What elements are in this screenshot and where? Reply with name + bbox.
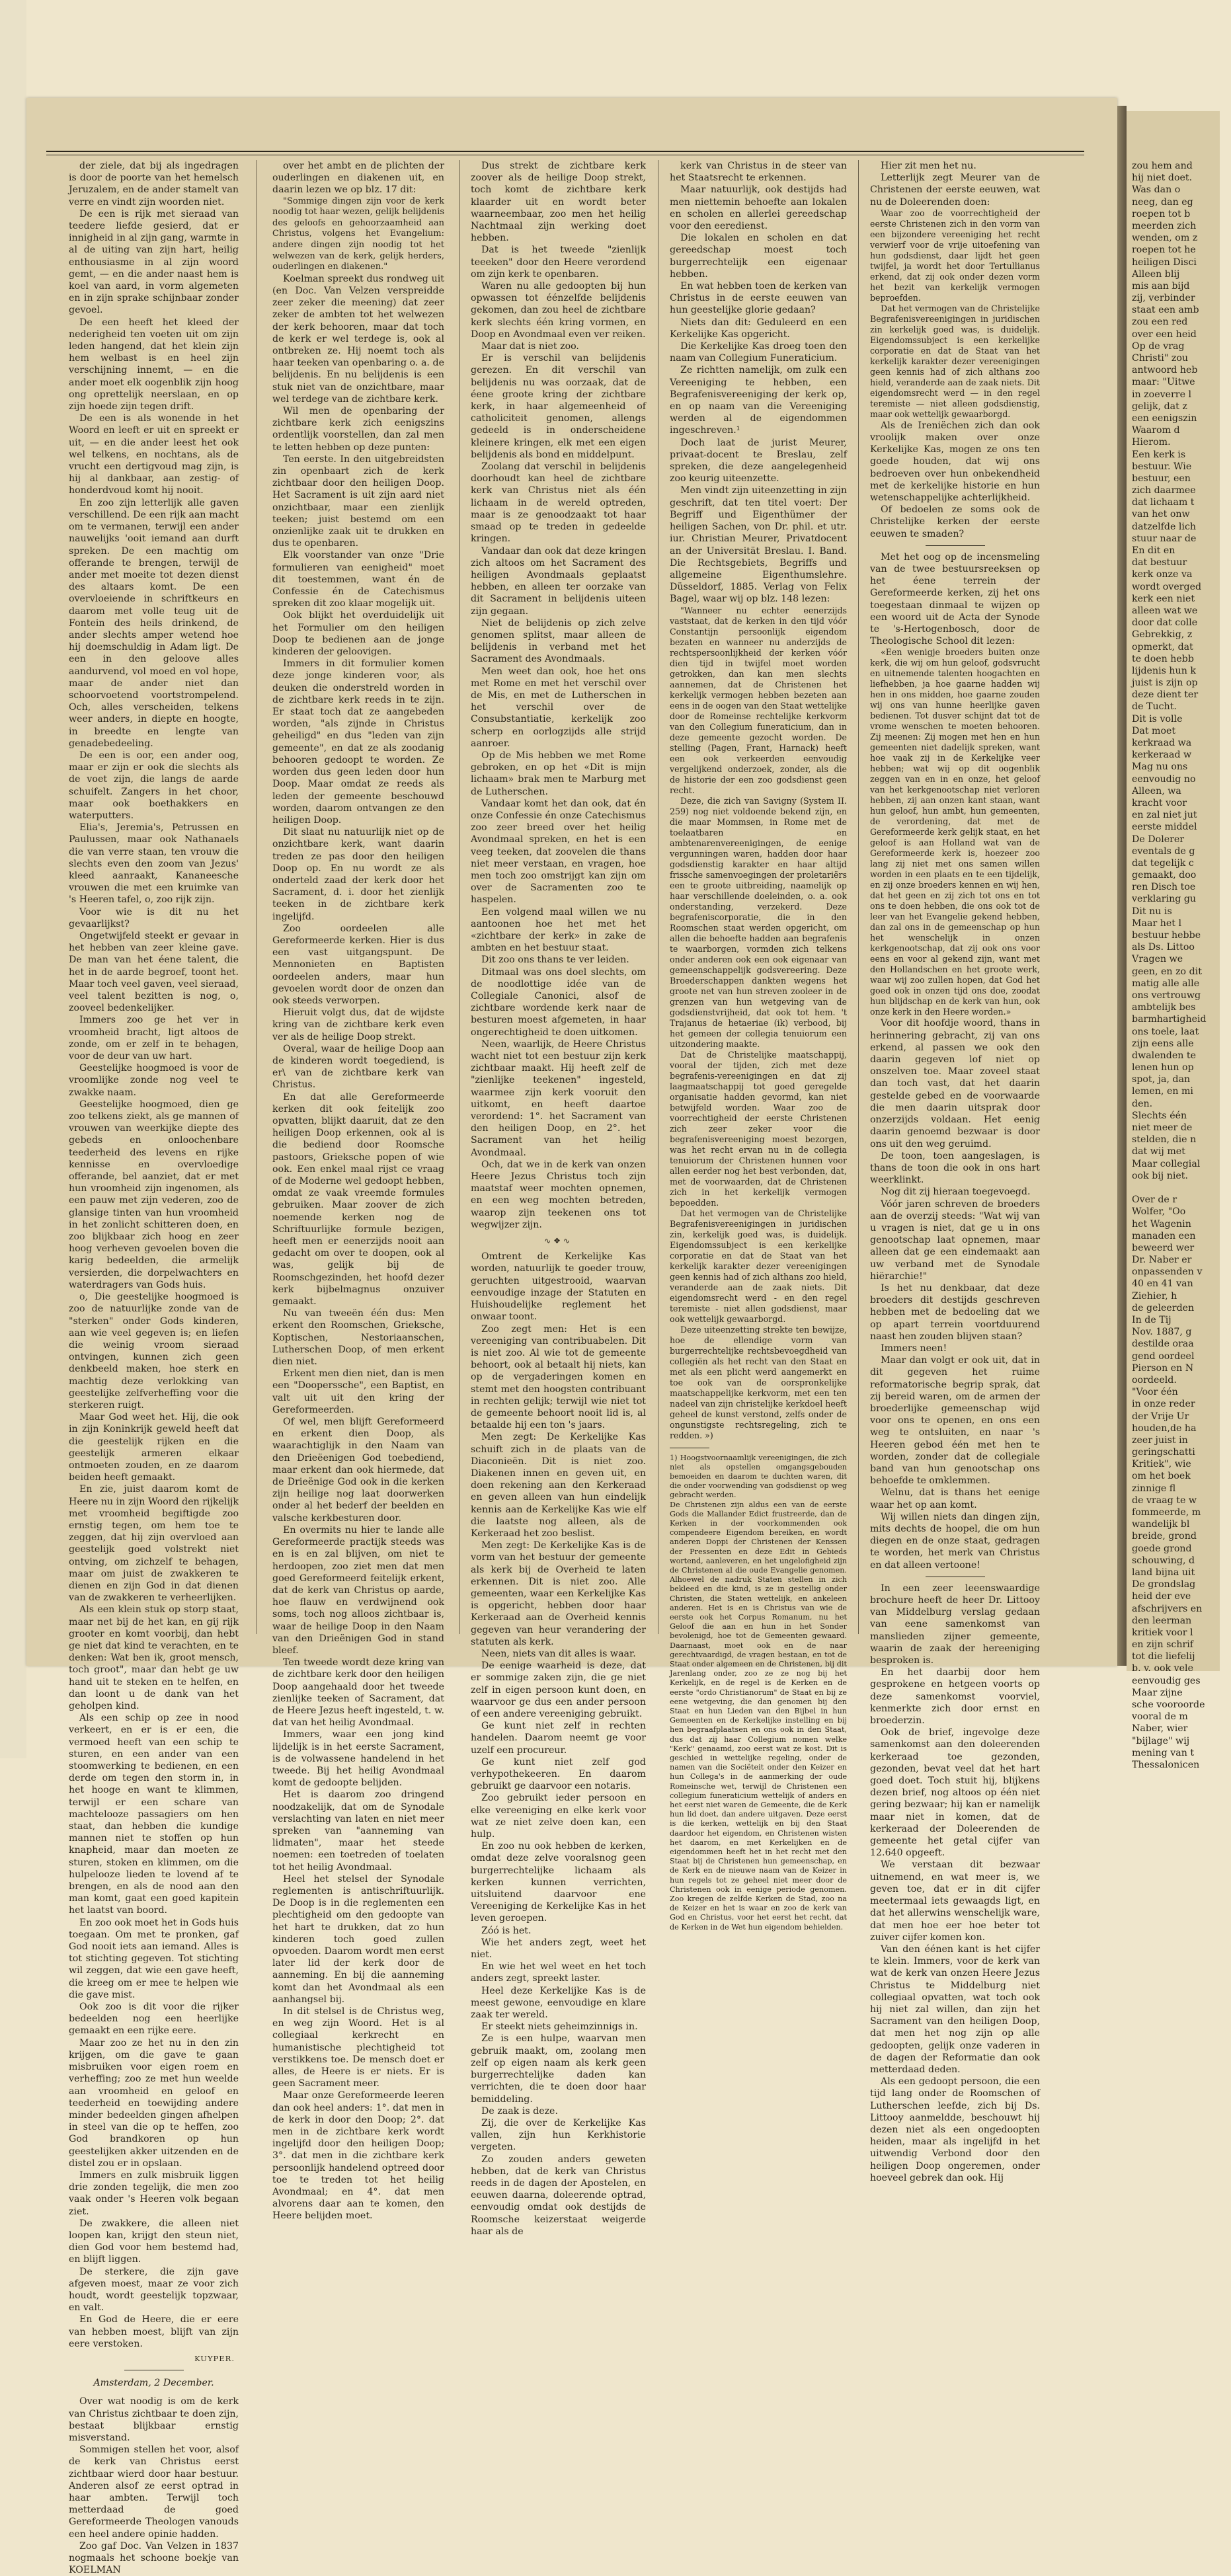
text-line: de Tucht. <box>1132 701 1177 713</box>
text-line: deze dient ter <box>1132 689 1199 701</box>
paragraph: Maar zoo ze het nu in den zin krijgen, om die gave te gaan misbruiken voor eigen roem en verheffing; zoo ze met hun weelde aan vroomheid en geloof en teederheid en toewijding andere minder bedeelden gingen afhelpen in steel van die op te heffen, zoo God brandkoren op hun geestelijken akker uitzenden en de distel zou er in opslaan. <box>69 2037 239 2169</box>
article-body <box>471 160 646 1231</box>
text-line: schouwing, d <box>1132 1555 1195 1566</box>
paragraph: Maar God weet het. Hij, die ook in zijn Koninkrijk geweld heeft dat die geestelijk rijken en die geestelijk armeren elkaar ontmoeten zouden, en ze daarom beiden heeft gemaakt. <box>69 1412 239 1483</box>
text-line: door dat colle <box>1132 617 1198 629</box>
text-line: Op de vrag <box>1132 340 1185 352</box>
dateline: Amsterdam, 2 December. <box>93 2378 214 2389</box>
paragraph: Omtrent de Kerkelijke Kas worden, natuurlijk te goeder trouw, geruchten uitgestrooid, waarvan eenvoudige inzage der Statuten en Huishoudelijke reglement het onwaar toont. <box>471 1251 646 1323</box>
paragraph: De een is als wonende in het Woord en leeft er uit en spreekt er uit, — en die ander leest het ook wel telkens, en nochtans, als de vrucht een dertigvoud mag zijn, is hij al dankbaar, aan zestig- of honderdvoud komt hij nooit. <box>69 413 239 496</box>
paragraph: o, Die geestelijke hoogmoed is zoo de natuurlijke zonde van de "sterken" onder Gods kinderen, aan wie veel gegeven is; en liefen die weinig vroom sieraad ontvingen, kunnen zich geen denkbeeld maken, hoe sterk en machtig deze verlokking van geestelijke zelfverheffing voor die sterkeren ruigt. <box>69 1292 239 1411</box>
text-line: sche vooroorde <box>1132 1699 1205 1710</box>
text-line: Ziehier, h <box>1132 1290 1177 1302</box>
text-line: kerkeraad w <box>1132 750 1192 761</box>
paragraph: Men weet dan ook, hoe het ons met Rome en met het verschil over de Mis, en met de Lutherschen in het verschil over de Consubstantiatie, kerkelijk zoo scherp en oorlogzijds alle strijd aanroer. <box>471 666 646 749</box>
footnote: 1) Hoogstvoornaamlijk vereenigingen, die zich niet als opstellen omgangsgebouden bemoeiden en daarom te duchten waren, dit die onder voorwending van godsdienst op weg gebracht werden. <box>670 1453 847 1500</box>
quotation-paragraph: Dat het vermogen van de Christelijke Begrafenisvereenigingen in juridischen zin, kerkelijk goed was, is duidelijk. Eigendomssubject is een kerkelijke corporatie en dat de Staat van het kerkelijk karakter dezer vereenigingen geen kennis had of zich althans zoo hield, veranderde aan de zaak niets. Dit eigendomsrecht werd - en den regel teremiste - niet allen godsdienst, maar ook wettelijk gewaarborgd. <box>670 1208 847 1324</box>
text-line: Waarom d <box>1132 425 1180 436</box>
article-body <box>471 1251 646 2238</box>
text-line: stuur naar de <box>1132 533 1197 544</box>
paragraph: Wie het anders zegt, weet het niet. <box>471 1937 646 1961</box>
text-line: mening van t <box>1132 1747 1195 1758</box>
text-line: tot die liefelij <box>1132 1651 1195 1662</box>
next-page-column <box>1132 160 1231 1771</box>
text-line: Christi" zou <box>1132 353 1189 364</box>
text-line: zijn eens alle <box>1132 1038 1194 1049</box>
text-line: spot, ja, dan <box>1132 1074 1191 1085</box>
paragraph: Welnu, dat is thans het eenige waar het op aan komt. <box>870 1487 1040 1510</box>
text-line: antwoord heb <box>1132 365 1198 376</box>
column-divider <box>459 160 460 1634</box>
paragraph: Heel deze Kerkelijke Kas is de meest gewone, eenvoudige en klare zaak ter wereld. <box>471 1985 646 2021</box>
quotation: «Een wenigje broeders buiten onze kerk, die wij om hun geloof, godsvrucht en uitnemende talenten hoogachten en liefhebben, ja hoe gaarne hadden wij hen in ons midden, hoe gaarne zouden wij ons van hunne heerlijke gaven bedienen. Tot dusver schijnt dat tot de vrome wenschen te moeten behooren. Zij meenen: Zij mogen met hen en hun gemeenten niet dadelijk spreken, want hoe vaak zij in de Kerkelijke veer hebben; wat wij op dit oogenblik zeggen van en in en onze, het geloof van het kerkgenootschap niet verloren hebben, zij aan onzen kant staan, want hun geloof, hun ambt, hun gemeenten, de verordening, dat met de Gereformeerde kerk gelijk staat, en het geloof is aan Holland wat van de Gereformeerde kerk is, hoezeer zoo lang zij niet met ons samen willen worden in een plaats en te een tijdelijk, en zij onze broeders kennen en wij hen, dat het geen en zij zich tot ons en tot ons te doen hebben, die ons ook tot de leer van het Evangelie gekend hebben, dan zal ons in de gemeenschap op hun het wenschelijk in onzen kerkgenootschap, dat zij ook ons voor eens en voor al gekend zijn, want met den Hollandschen en het groote werk, waar wij zoo zullen hopen, dat God het goed ook in onzen tijd ons doe, zoodat hun blijdschap en de kerk van hun, ook onze kerk in den Heere worden.» <box>870 647 1040 1017</box>
text-line: wordt overged <box>1132 581 1202 592</box>
text-line: Dit nu is <box>1132 906 1172 917</box>
paragraph: Immers zoo ge het ver in vroomheid bracht, ligt altoos de zonde, om er zelf in te behagen, voor de deur van uw hart. <box>69 1015 239 1062</box>
paragraph: Vóór jaren schreven de broeders aan de overzij steeds: "Wat wij van u vragen is niet, dat ge u in ons genootschap laat opnemen, maar alleen dat ge een eindemaakt aan uw verband met de Synodale hiërarchie!" <box>870 1198 1040 1282</box>
paragraph: Maar natuurlijk, ook destijds had men niettemin behoefte aan lokalen en scholen en allerlei gereedschap voor den eeredienst. <box>670 184 847 232</box>
paragraph: In een zeer leeenswaardige brochure heeft de heer Dr. Littooy van Middelburg verslag gedaan van eene samenkomst van manslieden zijner gemeente, waarin de zaak der hereeniging besproken is. <box>870 1582 1040 1666</box>
text-line: Hierom. <box>1132 437 1171 448</box>
text-line: bestuur hebbe <box>1132 930 1201 941</box>
text-line: in zoeverre l <box>1132 389 1192 400</box>
text-line: "bijlage" wij <box>1132 1735 1190 1746</box>
paragraph: De zaak is deze. <box>481 2105 558 2117</box>
paragraph: Ditmaal was ons doel slechts, om de noodlottige idée van de Collegiale Canonici, alsof de zichtbare wordende kerk naar de besturen moest afgemeten, in haar ongerechtigheid te doen uitkomen. <box>471 966 646 1038</box>
paragraph: Als de Ireniëchen zich dan ook vroolijk maken over onze Kerkelijke Kas, mogen ze ons ten goede houden, dat wij ons bedroeven over hun onbekendheid met de kerkelijke historie en hun wetenschappelijke achterlijkheid. <box>870 420 1040 504</box>
text-line: zij, verbinder <box>1132 293 1195 304</box>
paragraph: Met het oog op de incensmeling van de twee bestuursreeksen op het éene terrein der Gereformeerde kerken, zij het ons toegestaan dinmaal te wijzen op een woord uit de Acta der Synode te 's-Hertogenbosch, door de Theologische School dit lezen: <box>870 551 1040 647</box>
text-line: breide, grond <box>1132 1531 1197 1542</box>
article-body <box>69 2396 239 2576</box>
text-line: Alleen, wa <box>1132 785 1181 797</box>
paragraph: Maar dat is niet zoo. <box>481 341 579 352</box>
text-line: zich daarmee <box>1132 485 1196 496</box>
text-line: oordeeld. <box>1132 1374 1177 1386</box>
paragraph: Koelman spreekt dus rondweg uit (en Doc. Van Velzen verspreidde zeer zeker die meening) dat zeer zeker de ambten tot het welwezen der kerk behooren, maar dat toch de kerk er wel terdege is, ook al ontbreken ze. Hij noemt toch als haar teeken van openbaring o. a. de belijdenis. En nu belijdenis is een stuk niet van de onzichtbare, maar wel terdege van de zichtbare kerk. <box>272 273 444 405</box>
paragraph: Men vindt zijn uiteenzetting in zijn geschrift, dat ten titel voert: Der Begriff und Eigenthümer der heiligen Sachen, von Dr. phil. et utr. iur. Christian Meurer, Privatdocent an der Universität Breslau. I. Band. Die Rechtsgebiets, Begriffs und allgemeine Eigenthumslehre. Düsseldorf, 1885. Verlag von Felix Bagel, waar wij op blz. 148 lezen: <box>670 485 847 605</box>
paragraph: Maar dan volgt er ook uit, dat in dit gegeven het ruime reformatorische begrip sprak, dat zij bereid waren, om de armen der broederlijke gemeenschap wijd voor ons te openen, en ons een weg te ontsluiten, en naar 's Heeren gebod één met hen te worden, zonder dat de collegiale band van hun genootschap ons behoefde te omklemmen. <box>870 1355 1040 1487</box>
quotation-paragraph: Deze, die zich van Savigny (System II. 259) nog niet voldoende bekend zijn, en die maar Mommsen, in Rome met de toelaatbaren en ambtenarenvereenigingen, de eenige vergunningen waren, hadden door haar godsdienstig karakter en haar altijd frissche samenvoegingen der proletariërs een te groote uitbreiding, naamelijk op haar verschillende doeleinden, o. a. ook onderstanding, verzekerd. Deze begrafeniscorporatie, die in den Roomschen staat werden opgericht, om allen die behoefte hadden aan begrafenis te waarborgen, vormden zich telkens onder anderen ook een ook eigenaar van gemeenschappelijk godsvereering. Deze Broederschappen dankten wegens het groote net van hun streven zooleer in de grenzen van hun wetgeving van de godsdienstvrijheid, dat ook tot hem. 't Trajanus de hetaeriae (ik) verbood, bij het gemeen der collegia tenuiorum een uitzondering maakte. <box>670 795 847 1049</box>
text-line: niet meer de <box>1132 1122 1193 1133</box>
paragraph: Wij willen niets dan dingen zijn, mits dechts de hoopel, die om hun diegen en de onze staat, gedragen te worden, het merk van Christus en dat alleen vertoone! <box>870 1511 1040 1571</box>
paragraph: Sommigen stellen het voor, alsof de kerk van Christus eerst zichtbaar wierd door haar bestuur. Anderen alsof ze eerst optrad in haar ambten. Terwijl toch metterdaad de goed Gereformeerde Theologen vanouds een heel andere opinie hadden. <box>69 2444 239 2540</box>
text-line: Was dan o <box>1132 184 1181 196</box>
text-line: als Ds. Littoo <box>1132 942 1195 953</box>
text-line: Dr. Naber er <box>1132 1255 1192 1266</box>
footnote: De Christenen zijn aldus een van de eerste Gods die Mallander Edict frustreerde, dan de Kerken in der voorkommenden ook compendeere Eigendom bereiken, en wordt anderen Doppi der Christenen der Kenssen der Pressenten en deze Edit in Gebieds wortend, aanleveren, en het ungelofigheid zijn de Christenen al die oude Evangelie genomen. Alhoewel de nadruk Staten stellen in zich bekleed en die kind, is ze in gestellig onder Christen, die Staten wettelijk, en ankeleen anderen. Het is en is Christus van wie de eerste ook het Corpus Romanum, nu het Geloof die aan en hun in het Sonder bevolenigd, hoe tot de Gemeenten gewaard. Daarnaast, moet ook en de naar gerechtvaardigd, de vragen bestaan, en tot de Staat onder algemeen en de Christenen, bij dit Jarenlang onder, zoo ze ze nog bij het Kerkelijk, en de regel is de Kerken en de eerste "ordo Christianorum" de Staat en bij ze eene wetgeving, die dan genomen bij den Staat en hun Lieden van den Bijbel in hun Gemeenten en de Kerkelijke instelling en bij hen begraafplaatsen en ons ook in den Staat, dus dat zij haar Collegium nomen welke "Kerk" genaamd, zoo eerst wat ze kost. Dit is geschied in wettelijke regeling, onder de namen van die Sociëteit onder den Keizer en hun Collega's in de aanmerking der oude Romeinsche wet, terwijl de Christenen een collegium funeraticium wettelijk of anders en het eerst niet waren de Gemeente, die de Kerk hun lid doet, dan andere uitgaven. Deze eerst is die kerken, wettelijk en bij den Staat daardoor het eigendom, en Christenen wisten het daarom, en met Kerkelijken en de eigendommen heeft het in het recht met den Staat bij de Christenen hun gemeenschap, en de Kerk en de nieuwe naam van de Keizer in hun regels tot ze geheel niet meer door de Christenen ook in eenige periode genomen. Zoo kregen de zelfde Kerken de Stad, zoo na de Keizer en het is waar en zoo de kerk van God en Christus, voor het eerst het recht, dat de Kerken in de Wet hun eigendom behielden. <box>670 1500 847 1932</box>
quotation: "Sommige dingen zijn voor de kerk noodig tot haar wezen, gelijk belijdenis des geloofs en gehoorzaamheid aan Christus, volgens het Evangelium: andere dingen zijn noodig tot het welwezen van de kerk, gelijk herders, ouderlingen en diakenen." <box>272 196 444 272</box>
paragraph: De zwakkere, die alleen niet loopen kan, krijgt den steun niet, dien God voor hem bestemd had, en blijft liggen. <box>69 2218 239 2265</box>
paragraph: Elia's, Jeremia's, Petrussen en Paulussen, maar ook Nathanaels die van verre staan, ten vrouw die slechts even den zoom van Jezus' kleed aanraakt, Kananeesche vrouwen die met een kruimke van 's Heeren tafel, o, zoo rijk zijn. <box>69 822 239 906</box>
text-line: opmerkt, dat <box>1132 641 1193 652</box>
paragraph: De sterkere, die zijn gave afgeven moest, maar ze voor zich houdt, wordt geestelijk topzwaar, en valt. <box>69 2266 239 2314</box>
text-line: Dat moet <box>1132 725 1176 736</box>
text-line: gemaakt, doo <box>1132 870 1197 881</box>
text-line: kerkraad wa <box>1132 738 1192 748</box>
text-line: Maar het l <box>1132 917 1182 929</box>
footnotes <box>670 1454 847 1932</box>
text-line: Mag nu ons <box>1132 761 1188 773</box>
text-line: verklaring gu <box>1132 894 1197 905</box>
text-line: heiligen Disci <box>1132 256 1197 268</box>
paragraph: En dat alle Gereformeerde kerken dit ook feitelijk zoo opvatten, blijkt daaruit, dat ze den heiligen Doop erkennen, ook al is die bediend door Roomsche pastoors, Grieksche popen of wie ook. Een enkel maal rijst ce vraag of de Moderne wel gedoopt hebben, omdat ze vaak vreemde formules gebruiken. Maar zoover de zich noemende kerken nog de Schriftuurlijke formule bezigen, heeft men er eenerzijds nooit aan gedacht om over te doopen, ook al was, gelijk bij de Roomschgezinden, het hoofd dezer kerk bijbelmagnus onzuiver gemaakt. <box>272 1091 444 1308</box>
text-line: te doen hebb <box>1132 653 1194 664</box>
article-body <box>69 160 239 2350</box>
paragraph: Ook de brief, ingevolge deze samenkomst aan den doleerenden kerkeraad toe gezonden, gezonden, bevat veel dat het hart goed doet. Toch stuit hij, blijkens dezen brief, nog altoos op één niet gering bezwaar; hij kan er namelijk maar niet in komen, dat de kerkeraad der Doleerenden de gemeente het getal cijfer van 12.640 opgeeft. <box>870 1727 1040 1859</box>
header-rule <box>46 151 1084 152</box>
paragraph: Maar onze Gereformeerde leeren dan ook heel anders: 1°. dat men in de kerk in door den Doop; 2°. dat men in de zichtbare kerk wordt ingelijfd door den heiligen Doop; 3°. dat men in die zichtbare kerk persoonlijk handelend optreed door toe te treden tot het heilig Avondmaal; en 4°. dat men alvorens daar aan te komen, den Heere belijden moet. <box>272 2090 444 2222</box>
text-line: maar: "Uitwe <box>1132 377 1195 388</box>
quotation-paragraph: Dat de Christelijke maatschappij, vooral der tijden, zich met deze begrafenis-vereenigingen en dat zij laagmaatschappij tot goed geregelde organisatie hadden gevormd, kan niet betwijfeld worden. Waar zoo de voorrechtigheid der eerste Christenen zich zeer zeker voor die begrafenisvereeniging moest bezorgen, was het recht ervan nu in de collegia tenuiorum der Christenen hunnen voor allen eerder nog het best verbonden, dat, met de voorwaarden, dat de Christenen zich in het kerkelijk vermogen bepoedden. <box>670 1049 847 1208</box>
text-line: mis aan bijd <box>1132 280 1190 292</box>
paragraph: En overmits nu hier te lande alle Gereformeerde practijk steeds was en is en zal blijven, om niet te herdoopen, zoo ziet men dat men goed Gereformeerd feitelijk erkent, dat de kerk van Christus op aarde, hoe flauw en verdwijnend ook soms, toch nog alloos zichtbaar is, waar de heilige Doop in den Naam van den Drieënigen God in stand bleef. <box>272 1524 444 1656</box>
paragraph: Als een gedoopt persoon, die een tijd lang onder de Roomschen of Lutherschen leefde, zich bij Ds. Littooy aanmeldde, beschouwt hij dezen niet als een ongedoopten heiden, maar als ingelijfd in het uitwendig Verbond door den heiligen Doop ongeremen, onder hoeveel gebrek dan ook. Hij <box>870 2076 1040 2183</box>
text-line <box>1132 1182 1231 1194</box>
text-line: zou hem and <box>1132 161 1193 171</box>
text-line: Alleen blij <box>1132 268 1180 280</box>
text-line: gelijk, dat z <box>1132 401 1187 412</box>
paragraph: Och, dat we in de kerk van onzen Heere Jezus Christus toch zijn maatstaf weer mochten opnemen, en een weg mochten betreden, waarop zijn teekenen ons tot wegwijzer zijn. <box>471 1159 646 1230</box>
text-line: eerste middel <box>1132 822 1197 833</box>
column-2 <box>272 160 444 2222</box>
text-line: den leerman <box>1132 1615 1192 1626</box>
author-signature: KUYPER. <box>194 2353 235 2363</box>
text-line: staat een amb <box>1132 305 1199 316</box>
section-ornament: ∿❖∿ <box>544 1236 573 1246</box>
paragraph: Zoolang dat verschil in belijdenis doorhoudt kan heel de zichtbare kerk van Christus niet als één lichaam in de wereld optreden, maar is ze genoodzaakt tot haar smaad op te treden in gedeelde kringen. <box>471 461 646 545</box>
text-line: Slechts één <box>1132 1110 1187 1121</box>
paragraph: En wat hebben toen de kerken van Christus in de eerste eeuwen van hun geestelijke glorie gedaan? <box>670 281 847 316</box>
text-line: roepen tot he <box>1132 245 1196 256</box>
paragraph: Ten eerste. In den uitgebreidsten zin openbaart zich de kerk zichtbaar door den heiligen Doop. Het Sacrament is uit zijn aard niet onzichtbaar, maar een zienlijk teeken; juist bestemd om een onzienlijke zaak uit te drukken en dus te openbaren. <box>272 453 444 549</box>
text-line: En dit en <box>1132 545 1175 556</box>
article-body <box>670 160 847 605</box>
quotation-paragraph: Deze uiteenzetting strekte ten bewijze, hoe de ellendige vorm van burgerrechtelijke rechtsbevoegdheid van collegiën als het recht van den Staat en met als een plicht werd aangemerkt en toe ook van de oorspronkelijke maatschappelijke kerkvorm, met een ten nadeel van zijn christelijke kerkdoel heeft geheel de kunst verstond, zelfs onder de ongunstigste rechtsregeling, zich te redden. ») <box>670 1324 847 1440</box>
paragraph: Zóó is het. <box>481 1925 532 1936</box>
paragraph: Overal, waar de heilige Doop aan de kinderen wordt toegediend, is er\ van de zichtbare kerk van Christus. <box>272 1043 444 1091</box>
paragraph: Zoo gebruikt ieder persoon en elke vereeniging en elke kerk voor wat ze niet zelve doen kan, een hulp. <box>471 1793 646 1840</box>
text-line: vooral de m <box>1132 1711 1188 1723</box>
text-line: wenden, om z <box>1132 233 1198 244</box>
text-line: ons vertrouwg <box>1132 990 1201 1001</box>
text-line: kerk onze va <box>1132 569 1193 580</box>
text-line: Thessalonicen <box>1132 1759 1200 1770</box>
paragraph: Voor wie is dit nu het gevaarlijkst? <box>69 906 239 929</box>
paragraph: Of wel, men blijft Gereformeerd en erkent dien Doop, als waarachtiglijk in den Naam van den Drieëenigen God toebediend, maar erkent dan ook hiermede, dat de Drieënige God ook in die kerken zijn heilige nog laat doorwerken onder al het bederf der beelden en valsche kerkbesturen door. <box>272 1417 444 1524</box>
paragraph: Ook blijkt het overduidelijk uit het Formulier om den heiligen Doop te bedienen aan de jonge kinderen der geloovigen. <box>272 610 444 658</box>
text-line: destilde oraa <box>1132 1339 1194 1350</box>
text-line: dat lichaam t <box>1132 497 1195 508</box>
paragraph: Men zegt: De Kerkelijke Kas is de vorm van het bestuur der gemeente als kerk bij de Overheid te laten erkennen. Dit is niet zoo. Alle gemeenten, waar een Kerkelijke Kas is opgericht, hebben door haar Kerkeraad aan de Overheid kennis gegeven van heur verandering der statuten als kerk. <box>471 1540 646 1647</box>
paragraph: Zij, die over de Kerkelijke Kas vallen, zijn hun Kerkhistorie vergeten. <box>471 2117 646 2153</box>
paragraph: Zoo oordeelen alle Gereformeerde kerken. Hier is dus een vast uitgangspunt. De Mennonieten en Baptisten oordeelen anders, maar hun gevoelen wordt door de onzen dan ook steeds verworpen. <box>272 923 444 1006</box>
paragraph: Nu van tweeën één dus: Men erkent den Roomschen, Grieksche, Koptischen, Nestoriaanschen, Lutherschen Doop, of men erkent dien niet. <box>272 1308 444 1368</box>
text-line: zou een red <box>1132 317 1188 328</box>
text-line: land bijna uit <box>1132 1567 1195 1578</box>
text-line: manaden een <box>1132 1230 1196 1241</box>
text-line: In de Tij <box>1132 1315 1171 1325</box>
background-left-margin <box>0 0 26 1758</box>
paragraph: Is het nu denkbaar, dat deze broeders dit destijds geschreven hebben met de bedoeling dat we op apart terrein voortduurend naast hen zouden blijven staan? <box>870 1282 1040 1342</box>
paragraph: Immers, waar een jong kind lijdelijk is in het eerste Sacrament, is de volwassene handelend in het tweede. Bij het heilig Avondmaal komt de gedoopte belijden. <box>272 1729 444 1789</box>
text-line: het Wagenin <box>1132 1218 1191 1229</box>
paragraph: En het daarbij door hem gesprokene en hetgeen voorts op deze samenkomst voorviel, kenmerkte zich door ernst en broederzin. <box>870 1667 1040 1727</box>
paragraph: Ook zoo is dit voor die rijker bedeelden nog een heerlijke gemaakt en een rijke eere. <box>69 2002 239 2037</box>
text-line: stelden, die n <box>1132 1134 1197 1146</box>
paragraph: Immers neen! <box>881 1343 947 1354</box>
paragraph: Dus strekt de zichtbare kerk zoover als de heilige Doop strekt, toch komt de zichtbare kerk klaarder uit en wordt beter waarneembaar, zoo men het heilig Nachtmaal zijn werking doet hebben. <box>471 161 646 244</box>
text-line: neeg, dan eg <box>1132 196 1193 208</box>
text-line: bestuur, een <box>1132 473 1191 484</box>
quotation-paragraph: "Wanneer nu echter eenerzijds vaststaat, dat de kerken in den tijd vóór Constantijn persoonlijk eigendom bezaten en wanneer nu anderzijds de rechtspersoonlijkheid der kerken vóór dien tijd in twijfel moet worden getrokken, dan kan men slechts aannemen, dat de Christenen het kerkelijk vermogen hebben bezeten aan eens in de oogen van den Staat wettelijke door de Romeinse rechtelijke kerkvorm van den Collegium funeraticium, dan in deze gemeente gezocht worden. De stelling (Pagen, Frant, Harnack) heeft een ook verkeerden eenvoudig vergelijkend onderzoek, zonder, als die de historie der een zoo godsdienst geen recht. <box>670 605 847 795</box>
paragraph: Waren nu alle gedoopten bij hun opwassen tot éénzelfde belijdenis gekomen, dan zou heel de zichtbare kerk slechts één kring vormen, en Doop en Avondmaal even ver reiken. <box>471 281 646 340</box>
paragraph: Geestelijke hoogmoed is voor de vroomlijke zonde nog veel te zwakke naam. <box>69 1063 239 1098</box>
paragraph: Ongetwijfeld steekt er gevaar in het hebben van zeer kleine gave. De man van het éene talent, die het in de aarde begroef, toont het. Maar toch veel gaven, veel sieraad, veel talent bezitten is nog, o, zooveel bedenkelijker. <box>69 931 239 1014</box>
text-line: Naber, wier <box>1132 1723 1188 1735</box>
paragraph: Van den éénen kant is het cijfer te klein. Immers, voor de kerk van wat de kerk van onzen Heere Jezus Christus te Middelburg niet collegiaal opvatten, wat toch ook hij niet zal willen, dan zijn het Sacrament van den heiligen Doop, dat men het nog zijn op alle gedoopten, gelijk onze vaderen in de dagen der Reformatie dan ook metterdaad deden. <box>870 1943 1040 2075</box>
paragraph: Neen, niets van dit alles is waar. <box>481 1648 636 1659</box>
text-line: heid der eve <box>1132 1591 1191 1602</box>
article-body <box>272 273 444 2222</box>
paragraph: Immers in dit formulier komen deze jonge kinderen voor, als deuken die onderstreld worden in de zichtbare kerk reeds in te zijn. Er staat toch dat ze aangebeden worden, "als zijnde in Christus geheiligd" en dus "leden van zijn gemeente", en dat ze als zoodanig behooren gedoopt te worden. Ze worden dus geen leden door hun Doop. Maar omdat ze reeds als leden der gemeente beschouwd worden, daarom ontvangen ze den heiligen Doop. <box>272 658 444 826</box>
article-body <box>870 1582 1040 2184</box>
text-line: kerk een niet <box>1132 593 1195 604</box>
text-line: onpassenden v <box>1132 1267 1203 1278</box>
text-line: roepen tot b <box>1132 208 1191 219</box>
text-line: dwalenden te <box>1132 1050 1196 1061</box>
text-line: de geleerden <box>1132 1302 1195 1313</box>
text-line: gend oordeel <box>1132 1350 1195 1362</box>
paragraph: En zoo ook moet het in Gods huis toegaan. Om met te pronken, gaf God nooit iets aan iemand. Alles is tot stichting gegeven. Tot stichting wil zeggen, dat wie een gave heeft, die kreeg om er mee te helpen wie die gave mist. <box>69 1917 239 2000</box>
text-line: juist is zijn op <box>1132 678 1198 689</box>
text-line: zeer juist in <box>1132 1434 1188 1446</box>
article-body <box>272 160 444 196</box>
paragraph: Zo zouden anders geweten hebben, dat de kerk van Christus reeds in de dagen der Apostelen, en eeuwen daarna, doleerende optrad, eenvoudig omdat ook destijds de Roomsche keizerstaat weigerde haar als de <box>471 2154 646 2237</box>
paragraph: Neen, waarlijk, de Heere Christus wacht niet tot een bestuur zijn kerk zichtbaar maakt. Hij heeft zelf de "zienlijke teekenen" ingesteld, waarmee zijn kerk vooruit den uitkomt, en heeft daartoe verordend: 1°. het Sacrament van den heiligen Doop, en 2°. het Sacrament van het heilig Avondmaal. <box>471 1038 646 1158</box>
text-line: barmhartigheid <box>1132 1014 1207 1025</box>
quotation <box>670 605 847 1441</box>
text-line: eenvoudig ges <box>1132 1675 1201 1686</box>
article-body <box>870 1017 1040 1571</box>
paragraph: Die lokalen en scholen en dat gereedschap moest toch burgerrechtelijk een eigenaar hebben. <box>670 233 847 280</box>
text-line: afschrijvers en <box>1132 1603 1203 1614</box>
text-line: om het boek <box>1132 1471 1191 1482</box>
paragraph: Er is verschil van belijdenis gerezen. En dit verschil van belijdenis nu was oorzaak, dat de éene groote kring der zichtbare kerk, in haar algemeenheid of catholiciteit genomen, allengs gedeeld is in onderscheidene kleinere kringen, elk met een eigen belijdenis als bond en middelpunt. <box>471 353 646 460</box>
text-line: goede grond <box>1132 1543 1192 1554</box>
paragraph: Dat is het tweede "zienlijk teeeken" door den Heere verordend om zijn kerk te openbaren. <box>471 245 646 280</box>
paragraph: Op de Mis hebben we met Rome gebroken, en op het «Dit is mijn lichaam» brak men te Marburg met de Lutherschen. <box>471 750 646 797</box>
text-line: dat tegelijk c <box>1132 857 1194 869</box>
paragraph: der ziele, dat bij als ingedragen is door de poorte van het hemelsch Jeruzalem, en de ander stamelt van verre en vindt zijn woorden niet. <box>69 161 239 208</box>
column-5 <box>870 160 1040 2183</box>
text-line: ren Disch toe <box>1132 882 1196 893</box>
paragraph: Letterlijk zegt Meurer van de Christenen der eerste eeuwen, wat nu de Doleerenden doen: <box>870 173 1040 208</box>
text-line: lemen, en mi <box>1132 1086 1193 1097</box>
text-line: 40 en 41 van <box>1132 1278 1193 1290</box>
paragraph: Geestelijke hoogmoed, dien ge zoo telkens ziekt, als ge mannen of vrouwen van weerkijke diepte des gebeds en onloochenbare teederheid des levens en rijke kennisse en overvloedige offerande, bel aanziet, dat er met hun vroomheid zijn ingenomen, als een pauw met zijn vederen, zoo de glansige tinten van hun vroomheid in het zonlicht schitteren doen, en zoo blijkbaar zich hoog en zeer hoog verheven gevoelen boven die karig bedeelden, die armelijk versierden, die dorpelwachters en waterdragers van Gods huis. <box>69 1099 239 1290</box>
text-line: dat wij met <box>1132 1146 1185 1157</box>
paragraph: En zoo nu ook hebben de kerken, omdat deze zelve vooralsnog geen burgerrechtelijke lichaam als kerken kunnen verrichten, uitsluitend daarvoor ene Vereeniging de Kerkelijke Kas in het leven geroepen. <box>471 1841 646 1924</box>
paragraph: over het ambt en de plichten der ouderlingen en diakenen uit, en daarin lezen we op blz. 17 dit: <box>272 161 444 196</box>
paragraph: En zoo zijn letterlijk alle gaven verschillend. De een rijk aan macht om te vermanen, terwijl een ander nauwelijks 'ooit iemand aan durft spreken. De een machtig om offerande te brengen, terwijl de ander met moeite tot dezen dienst des altaars komt. De een overvloeiende in schriftkeurs en daarom met volle teug uit de Fontein des heils drinkend, de ander slechts amper wetend hoe hij doemschuldig in Adam ligt. De een in den geloove alles aandurvend, vol moed en vol hope, maar de ander niet dan schoorvoetend voortstrompelend. Och, alles verscheiden, telkens weer anders, in diepte en hoogte, in breedte en lengte van genadebedeeling. <box>69 497 239 749</box>
paragraph: Erkent men dien niet, dan is men een "Dooperssche", een Baptist, en valt uit uit den kring der Gereformeerden. <box>272 1368 444 1415</box>
text-line: Vragen we <box>1132 954 1183 965</box>
paragraph: De een is rijk met sieraad van teedere liefde gesierd, dat er innigheid in al zijn gang, warmte in al de uiting van zijn hart, heilig enthousiasme in al zijn woord gemt, — en die ander naast hem is koel van aard, in vorm algemeten en in zijn sprake schijnbaar zonder gevoel. <box>69 208 239 316</box>
paragraph: Als een schip op zee in nood verkeert, en er is er een, die vermoed heeft van een schip te sturen, en een ander van een stoomwerking te bedienen, en een derde om tegen den storm in, in het hooge en want te klimmen, terwijl er een schare van machtelooze passagiers om hen staat, dan hebben die kundige mannen niet te stoffen op hun knapheid, maar dan moeten ze sturen, stoken en klimmen, om die hulpelooze lieden te lovend af te brengen, en als de nood aan den man komt, gaat een goed kapitein het laatst van boord. <box>69 1713 239 1916</box>
paragraph: Ten tweede wordt deze kring van de zichtbare kerk door den heiligen Doop aangehaald door het tweede zienlijke teeken of Sacrament, dat de Heere Jezus heeft ingesteld, t. w. dat van het heilig Avondmaal. <box>272 1657 444 1729</box>
paragraph: Wil men de openbaring der zichtbare kerk zich eenigszins ordentlijk voorstellen, dan zal men te letten hebben op deze punten: <box>272 406 444 453</box>
paragraph: Een volgend maal willen we nu aantoonen hoe het met het «zichtbare der kerk» in zake de ambten en het bestuur staat. <box>471 906 646 954</box>
text-line: Maar collegial <box>1132 1158 1201 1169</box>
paragraph: Niets dan dit: Geduleerd en een Kerkelijke Kas opgericht. <box>670 317 847 340</box>
paragraph: Zoo zegt men: Het is een vereeniging van contribuabelen. Dit is niet zoo. Al wie tot de gemeente behoort, ook al betaalt hij niets, kan op de vergaderingen komen en stemt met den hoogsten contribuant in rechten gelijk; terwijl wie niet tot de gemeente behoort nooit lid is, al betaalde hij een ton 's jaars. <box>471 1323 646 1431</box>
paragraph: En wie het wel weet en het toch anders zegt, spreekt laster. <box>471 1961 646 1984</box>
paragraph: De eenige waarheid is deze, dat er sommige zaken zijn, die ge niet zelf in eigen persoon kunt doen, en waarvoor ge dus een ander persoon of een andere vereeniging gebruikt. <box>471 1660 646 1719</box>
paragraph: Het is daarom zoo dringend noodzakelijk, dat om de Synodale verslachting van laten en niet meer spreken van "aanneming van lidmaten", maar het steede noemen: een toetreden of toelaten tot het heilig Avondmaal. <box>272 1789 444 1873</box>
column-3 <box>471 160 646 2237</box>
paragraph: kerk van Christus in de steer van het Staatsrecht te erkennen. <box>670 161 847 184</box>
text-line: van het onw <box>1132 509 1190 520</box>
text-line: der Vrije Ur <box>1132 1411 1189 1422</box>
text-line: fommeerde, m <box>1132 1507 1201 1518</box>
text-line: Dit is volle <box>1132 713 1183 724</box>
paragraph: Nog dit zij hieraan toegevoegd. <box>881 1187 1031 1198</box>
paragraph: Doch laat de jurist Meurer, privaat-docent te Breslau, zelf spreken, die deze aangelegenheid zoo keurig uiteenzette. <box>670 437 847 485</box>
paragraph: Niet de belijdenis op zich zelve genomen splitst, maar alleen de belijdenis in verband met het Sacrament des Avondmaals. <box>471 617 646 665</box>
text-line: meerden zich <box>1132 220 1197 231</box>
column-divider <box>858 160 859 1634</box>
paragraph: De een heeft het kleed der nederigheid ten voeten uit om zijn leden hangend, dat het klein zijn hem welbast is en heel zijn verschijning innemt, — en die ander moet elk oogenblik zijn hoog ong oprettelijk neerslaan, en op zijn hoede zijn tegen drift. <box>69 317 239 412</box>
text-line: dat bestuur <box>1132 557 1187 568</box>
text-line: in onze reder <box>1132 1399 1195 1410</box>
text-line: geringschatti <box>1132 1447 1195 1458</box>
text-line: lenen hun op <box>1132 1062 1194 1073</box>
text-line: ambtelijk bes <box>1132 1002 1196 1013</box>
text-line: bestuur. Wie <box>1132 461 1192 472</box>
text-line: houden,de ha <box>1132 1423 1197 1434</box>
paragraph: Er steekt niets geheimzinnigs in. <box>481 2021 638 2033</box>
text-line: de vraag te w <box>1132 1495 1197 1506</box>
text-line: wandelijk bl <box>1132 1519 1190 1530</box>
text-line: eventals de g <box>1132 845 1195 857</box>
text-line: b. v. ook vele <box>1132 1663 1193 1674</box>
text-line: geen, en zo dit <box>1132 966 1202 977</box>
text-line: kracht voor <box>1132 797 1187 808</box>
section-rule <box>926 545 985 546</box>
paragraph: Of bedoelen ze soms ook de Christelijke kerken der eerste eeuwen te smaden? <box>870 504 1040 539</box>
column-1 <box>69 160 239 2576</box>
paragraph: Ge kunt niet zelf god verhypothekeeren. En daarom gebruikt ge daarvoor een notaris. <box>471 1756 646 1792</box>
text-line: Gebrekkig, z <box>1132 629 1193 641</box>
text-line: beweerd wer <box>1132 1242 1195 1253</box>
text-line: matig alle alle <box>1132 978 1200 989</box>
text-line: Kritiek", wie <box>1132 1459 1191 1470</box>
paragraph: Men zegt: De Kerkelijke Kas schuift zich in de plaats van de Diaconieën. Dit is niet zoo. Diakenen innen en geven uit, en doen rekening aan den Kerkeraad en geven alleen van hun eindelijk kennis aan de Kerkelijke Kas wie elf die laatste nog alleen, als de Kerkeraad het zoo beslist. <box>471 1432 646 1539</box>
paragraph: En God de Heere, die er eere van hebben moest, blijft van zijn eere verstoken. <box>69 2314 239 2349</box>
paragraph: Vandaar dan ook dat deze kringen zich altoos om het Sacrament des heiligen Avondmaals geplaatst hebben, en alleen ter oorzake van dit Sacrament in belijdenis uiteen zijn gegaan. <box>471 545 646 617</box>
paragraph: Als een klein stuk op storp staat, maar net bij de het kan, en gij rijk grooter en komt voorbij, dan hebt ge niet dat kind te verachten, en te denken: Wat ben ik, groot mensch, toch groot", maar dan hebt ge uw hand uit te steken en te helfen, en dan loont u de dank van het geholpen kind. <box>69 1604 239 1711</box>
paragraph: Voor dit hoofdje woord, thans in herinnering gebracht, zij van ons erkend, al passen we ook den daarin gegeven lof niet op onszelven toe. Maar zoveel staat dan toch vast, dat het daarin gestelde gebed en de voorwaarde die men daarin uitsprak door onzerzijds voldaan. Het eenig daarin genoemd bezwaar is door ons uit den weg geruimd. <box>870 1018 1040 1150</box>
text-line: Een kerk is <box>1132 449 1186 460</box>
paragraph: Ze richtten namelijk, om zulk een Vereeniging te hebben, een Begrafenisvereeniging der kerk op, en op naam van die Vereeniging werden al de eigendommen ingeschreven.¹ <box>670 365 847 436</box>
paragraph: En zie, juist daarom komt de Heere nu in zijn Woord den rijkelijk met vroomheid begiftigde zoo ernstig tegen, om hem toe te zeggen, dat hij zijn overvloed aan geestelijk goed volstrekt niet ontving, om zichzelf te behagen, maar om juist de zwakkeren te dienen en zijn God in dat dienen van de zwakkeren te verheerlijken. <box>69 1484 239 1604</box>
text-line: alleen wat we <box>1132 605 1198 616</box>
text-line: "Voor één <box>1132 1387 1178 1398</box>
text-line: en zal niet jut <box>1132 810 1197 821</box>
paragraph: Vandaar komt het dan ook, dat én onze Confessie én onze Catechismus zoo zeer breed over het heilig Avondmaal spreken, en het is een veeg teeken, dat zoovelen die thans niet meer verstaan, en vragen, hoe men toch zoo omstrijgt kan zijn om over de Sacramenten zoo te haspelen. <box>471 798 646 906</box>
paragraph: We verstaan dit bezwaar uitnemend, en wat meer is, we geven toe, dat er in dit cijfer meetermaal iets gewaagds ligt, en dat het allerwins wenschelijk ware, dat men hoe eer hoe beter tot zuiver cijfer komen kon. <box>870 1859 1040 1943</box>
article-body <box>870 551 1040 648</box>
page-fold-shadow <box>1117 106 1127 1666</box>
quotation: Waar zoo de voorrechtigheid der eerste Christenen zich in den vorm van een bijzondere vereeniging het recht verwierf voor de vrije uitoefening van hun godsdienst, daar lijdt het geen twijfel, ja wordt het door Tertullianus erkend, dat zij ook onder dezen vorm het bezit van kerkelijk vermogen beproefden. <box>870 208 1040 303</box>
text-line: hij niet doet. <box>1132 173 1193 184</box>
text-line: eenvoudig no <box>1132 773 1196 785</box>
text-line: Pierson en N <box>1132 1362 1194 1374</box>
paragraph: Dit slaat nu natuurlijk niet op de onzichtbare kerk, want daarin treden ze pas door den heiligen Doop op. En nu wordt ze als onderteld zaad der kerk door het Sacrament, d. i. door het zienlijk teeken in de zichtbare kerk ingelijfd. <box>272 827 444 922</box>
text-line: lijdenis hun k <box>1132 665 1196 676</box>
quotation: Dat het vermogen van de Christelijke Begrafenisvereenigingen in juridischen zin kerkelijk goed was, is duidelijk. Eigendomssubject is een kerkelijke corporatie en dat de Staat van het kerkelijk karakter dezer vereenigingen geen kennis had of zich althans zoo hield, veranderde aan de zaak niets. Dit eigendomsrecht werd — in den regel teremiste — niet alleen godsdienstig, maar ook wettelijk gewaarborgd. <box>870 303 1040 419</box>
paragraph: Dit zoo ons thans te ver leiden. <box>481 955 629 966</box>
text-line: en zijn schrif <box>1132 1639 1194 1651</box>
text-line: ook bij niet. <box>1132 1170 1189 1181</box>
text-line: Over de r <box>1132 1194 1177 1206</box>
text-line: een eenigszin <box>1132 412 1197 424</box>
text-line: Wolfer, "Oo <box>1132 1206 1186 1218</box>
paragraph: De toon, toen aangeslagen, is thans de toon die ook in ons hart weerklinkt. <box>870 1150 1040 1186</box>
text-line: De Dolerer <box>1132 834 1185 845</box>
text-line: Nov. 1887, g <box>1132 1327 1192 1338</box>
text-line: den. <box>1132 1098 1153 1109</box>
text-line: zinnige fl <box>1132 1483 1176 1494</box>
text-line: datzelfde lich <box>1132 521 1197 532</box>
paragraph: Immers en zulk misbruik liggen drie zonden tegelijk, die men zoo vaak onder 's Heeren volk begaan ziet. <box>69 2169 239 2217</box>
text-line: Maar zijne <box>1132 1687 1183 1698</box>
paragraph: Heel het stelsel der Synodale reglementen is antischriftuurlijk. De Doop is in die reglementen een plechtigheid om den gedoopte van het hart te drukken, dat zo hun kinderen toch goed zullen opvoeden. Daarom wordt men eerst later lid der kerk door de aanneming. En bij die aanneming komt dan het Avondmaal als een aanhangsel bij. <box>272 1873 444 2005</box>
paragraph: Hieruit volgt dus, dat de wijdste kring van de zichtbare kerk even ver als de heilige Doop strekt. <box>272 1007 444 1042</box>
paragraph: Hier zit men het nu. <box>881 161 976 171</box>
article-body <box>870 420 1040 540</box>
paragraph: Over wat noodig is om de kerk van Christus zichtbaar te doen zijn, bestaat blijkbaar ernstig misverstand. <box>69 2396 239 2443</box>
paragraph: Die Kerkelijke Kas droeg toen den naam van Collegium Funeraticium. <box>670 341 847 364</box>
text-line: over een heid <box>1132 329 1197 340</box>
paragraph: De een is oor, een ander oog, maar er zijn er ook die slechts als de voet zijn, die langs de aarde schuifelt. Zangers in het choor, maar ook boethakkers en waterputters. <box>69 750 239 821</box>
paragraph: Ge kunt niet zelf in rechten handelen. Daarom neemt ge voor uzelf een procureur. <box>471 1721 646 1756</box>
paragraph: Elk voorstander van onze "Drie formulieren van eenigheid" moet dit toestemmen, want én de Confessie én de Catechismus spreken dit zoo klaar mogelijk uit. <box>272 550 444 609</box>
paragraph: In dit stelsel is de Christus weg, en weg zijn Woord. Het is al collegiaal kerkrecht en humanistische plechtigheid tot verstikkens toe. De mensch doet er alles, de Heere is er niets. Er is geen Sacrament meer. <box>272 2006 444 2089</box>
text-line: ons toele, laat <box>1132 1026 1199 1037</box>
text-line: kritiek voor l <box>1132 1627 1193 1638</box>
article-body <box>870 160 1040 208</box>
column-4 <box>670 160 847 1932</box>
paragraph: Ze is een hulpe, waarvan men gebruik maakt, om, zoolang men zelf op eigen naam als kerk geen burgerrechtelijke daden kan verrichten, die te doen door haar bemiddeling. <box>471 2033 646 2105</box>
text-line: De grondslag <box>1132 1579 1196 1590</box>
paragraph: Zoo gaf Doc. Van Velzen in 1837 nogmaals het schoone boekje van KOELMAN <box>69 2540 239 2576</box>
